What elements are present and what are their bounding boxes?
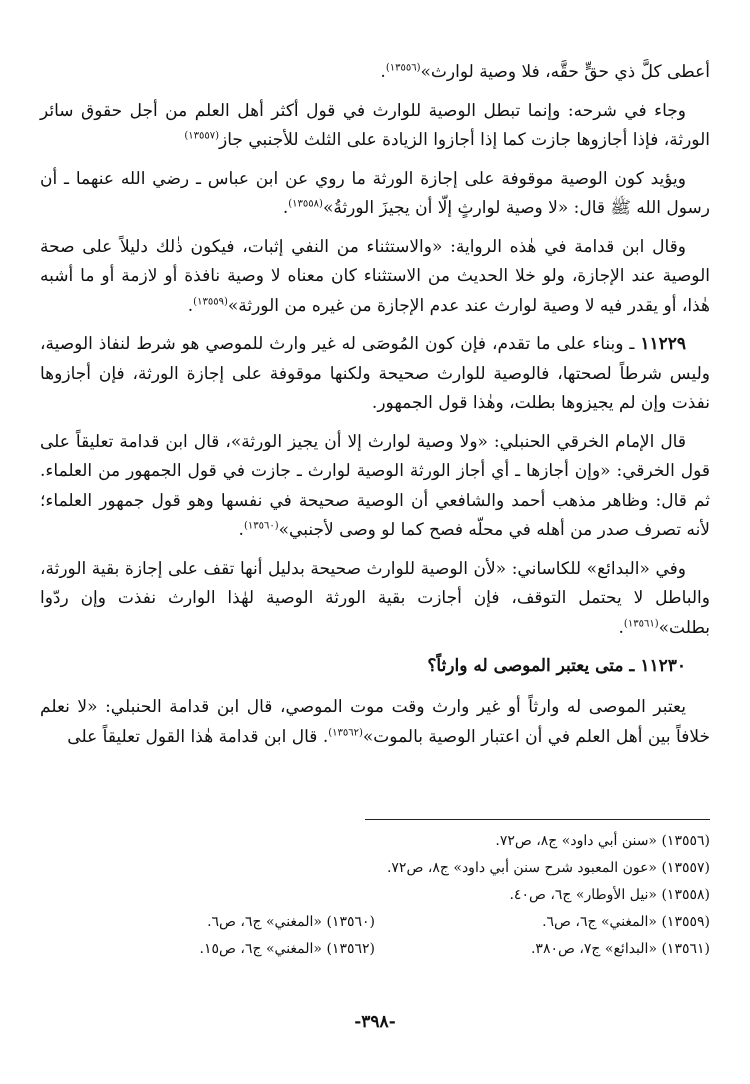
footnote: (١٣٥٦١) «البدائع» ج٧، ص٣٨٠. [530, 941, 710, 957]
paragraph: قال الإمام الخرقي الحنبلي: «ولا وصية لوارث إلا أن يجيز الورثة»، قال ابن قدامة تعليقاً على قول الخرقي: «وإن أجازها ـ أي أجاز الورثة الوصية لوارث ـ جازت في قول الجمهور من العلماء. ثم قال: وظاهر مذهب أحمد والشافعي أن الوصية صحيحة في نفسها وهو قول جمهور العلماء؛ لأنه تصرف صدر من أهله في محلّه فصح كما لو وصى لأجنبي»$^{(١٣٥٦٠)}$. [40, 431, 710, 540]
footnote-reference[interactable]: (١٣٥٥٦) [385, 62, 421, 74]
footnote: (١٣٥٦٠) «المغني» ج٦، ص٦. [207, 914, 375, 930]
footnote: (١٣٥٦٢) «المغني» ج٦، ص١٥. [199, 941, 375, 957]
paragraph: أعطى كلَّ ذي حقٍّ حقَّه، فلا وصية لوارث»$^{(١٣٥٥٦)}$. [380, 62, 710, 82]
numbered-paragraph: ١١٢٢٩ ـ وبناء على ما تقدم، فإن كون المُوصَى له غير وارث للموصي هو شرط لنفاذ الوصية، وليس شرطاً لصحتها، فالوصية للوارث صحيحة ولكنها موقوفة على إجازة الورثة، فإن أجازوها نفذت وإن لم يجيزوها بطلت، وهٰذا قول الجمهور. [40, 334, 710, 413]
footnote: (١٣٥٥٨) «نيل الأوطار» ج٦، ص٤٠. [509, 887, 710, 903]
footnote: (١٣٥٥٩) «المغني» ج٦، ص٦. [542, 914, 710, 930]
paragraph-number: ١١٢٢٩ [640, 334, 686, 354]
footnote-reference[interactable]: (١٣٥٥٨) [288, 198, 323, 210]
section-number: ١١٢٣٠ [640, 656, 686, 676]
footnote: (١٣٥٥٧) «عون المعبود شرح سنن أبي داود» ج٨، ص٧٢. [386, 860, 710, 876]
footnote-divider [365, 819, 710, 820]
page-number: -٣٩٨- [354, 1012, 396, 1032]
footnote: (١٣٥٥٦) «سنن أبي داود» ج٨، ص٧٢. [495, 833, 710, 849]
paragraph: وجاء في شرحه: وإنما تبطل الوصية للوارث في قول أكثر أهل العلم من أجل حقوق سائر الورثة، فإذا أجازوها جازت كما إذا أجازوا الزيادة على الثلث للأجنبي جاز$^{(١٣٥٥٧)}$ [40, 100, 710, 150]
footnote-reference[interactable]: (١٣٥٦١) [623, 617, 659, 629]
footnote-reference[interactable]: (١٣٥٥٩) [193, 295, 228, 307]
paragraph: ويؤيد كون الوصية موقوفة على إجازة الورثة ما روي عن ابن عباس ـ رضي الله عنهما ـ أن رسول الله ﷺ قال: «لا وصية لوارثٍ إلّا أن يجيزَ الورثةُ»$^{(١٣٥٥٨)}$. [40, 168, 710, 218]
footnote-reference[interactable]: (١٣٥٦٠) [243, 520, 279, 532]
paragraph: يعتبر الموصى له وارثاً أو غير وارث وقت موت الموصي، قال ابن قدامة الحنبلي: «لا نعلم خلافاً بين أهل العلم في أن اعتبار الوصية بالموت»$^{(١٣٥٦٢)}$. قال ابن قدامة هٰذا القول تعليقاً على [40, 697, 710, 747]
footnote-reference[interactable]: (١٣٥٥٧) [184, 130, 220, 142]
footnote-reference[interactable]: (١٣٥٦٢) [328, 726, 363, 738]
paragraph: وفي «البدائع» للكاساني: «لأن الوصية للوارث صحيحة بدليل أنها تقف على إجازة بقية الورثة، والباطل لا يحتمل التوقف، فإن أجازت بقية الورثة الوصية لهٰذا الوارث نفذت وإن ردّوا بطلت»$^{(١٣٥٦١)}$. [40, 558, 710, 638]
paragraph: وقال ابن قدامة في هٰذه الرواية: «والاستثناء من النفي إثبات، فيكون ذٰلك دليلاً على صحة الوصية عند الإجازة، ولو خلا الحديث من الاستثناء كان معناه لا وصية نافذة أو لازمة أو ما أشبه هٰذا، أو يقدر فيه لا وصية لوارث عند عدم الإجازة من غيره من الورثة»$^{(١٣٥٥٩)}$. [40, 236, 710, 316]
section-heading: ١١٢٣٠ ـ متى يعتبر الموصى له وارثاً؟ [427, 656, 686, 676]
footnotes [40, 828, 710, 963]
